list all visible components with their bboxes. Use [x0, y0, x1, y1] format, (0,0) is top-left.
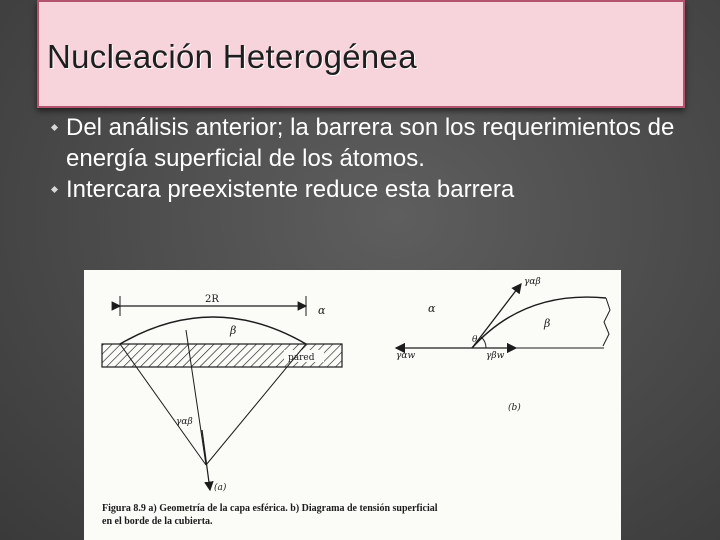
beta-label-b: β — [544, 317, 551, 330]
bullet-text: Intercara preexistente reduce esta barrera — [66, 176, 515, 203]
bullet-text: Del análisis anterior; la barrera son los requerimientos de energía superficial de los átomos. — [66, 114, 675, 172]
bullet-marker-icon — [51, 124, 58, 131]
beta-label-a: β — [230, 324, 237, 337]
panel-a — [102, 294, 342, 493]
cap-outline — [120, 317, 306, 344]
gamma-arrow-a — [202, 430, 210, 490]
slide-title: Nucleación Heterogénea — [47, 38, 417, 75]
theta-label: θ — [472, 335, 478, 345]
gamma-bw-label: γβw — [486, 351, 505, 361]
bullet-list — [52, 112, 692, 205]
gamma-ab-arrow — [472, 284, 521, 348]
figure-caption-line2: en el borde de la cubierta. — [102, 516, 213, 527]
bullet-item — [52, 112, 692, 174]
panel-b-tag: (b) — [508, 403, 521, 413]
panel-b — [396, 277, 610, 413]
bullet-marker-icon — [51, 186, 58, 193]
alpha-label-a: α — [318, 304, 326, 317]
panel-a-tag: (a) — [214, 483, 227, 493]
wall-label: pared — [288, 353, 315, 363]
gamma-label-a: γαβ — [176, 417, 193, 427]
bullet-item — [52, 174, 692, 205]
gamma-ab-label: γαβ — [524, 277, 541, 287]
figure-image — [84, 270, 621, 540]
figure-diagram — [84, 270, 621, 540]
break-line — [603, 298, 610, 346]
gamma-aw-label: γαw — [396, 351, 416, 361]
figure-caption-line1: Figura 8.9 a) Geometría de la capa esférica. b) Diagrama de tensión superficial — [102, 503, 438, 514]
width-label: 2R — [205, 294, 219, 305]
alpha-label-b: α — [428, 302, 436, 315]
